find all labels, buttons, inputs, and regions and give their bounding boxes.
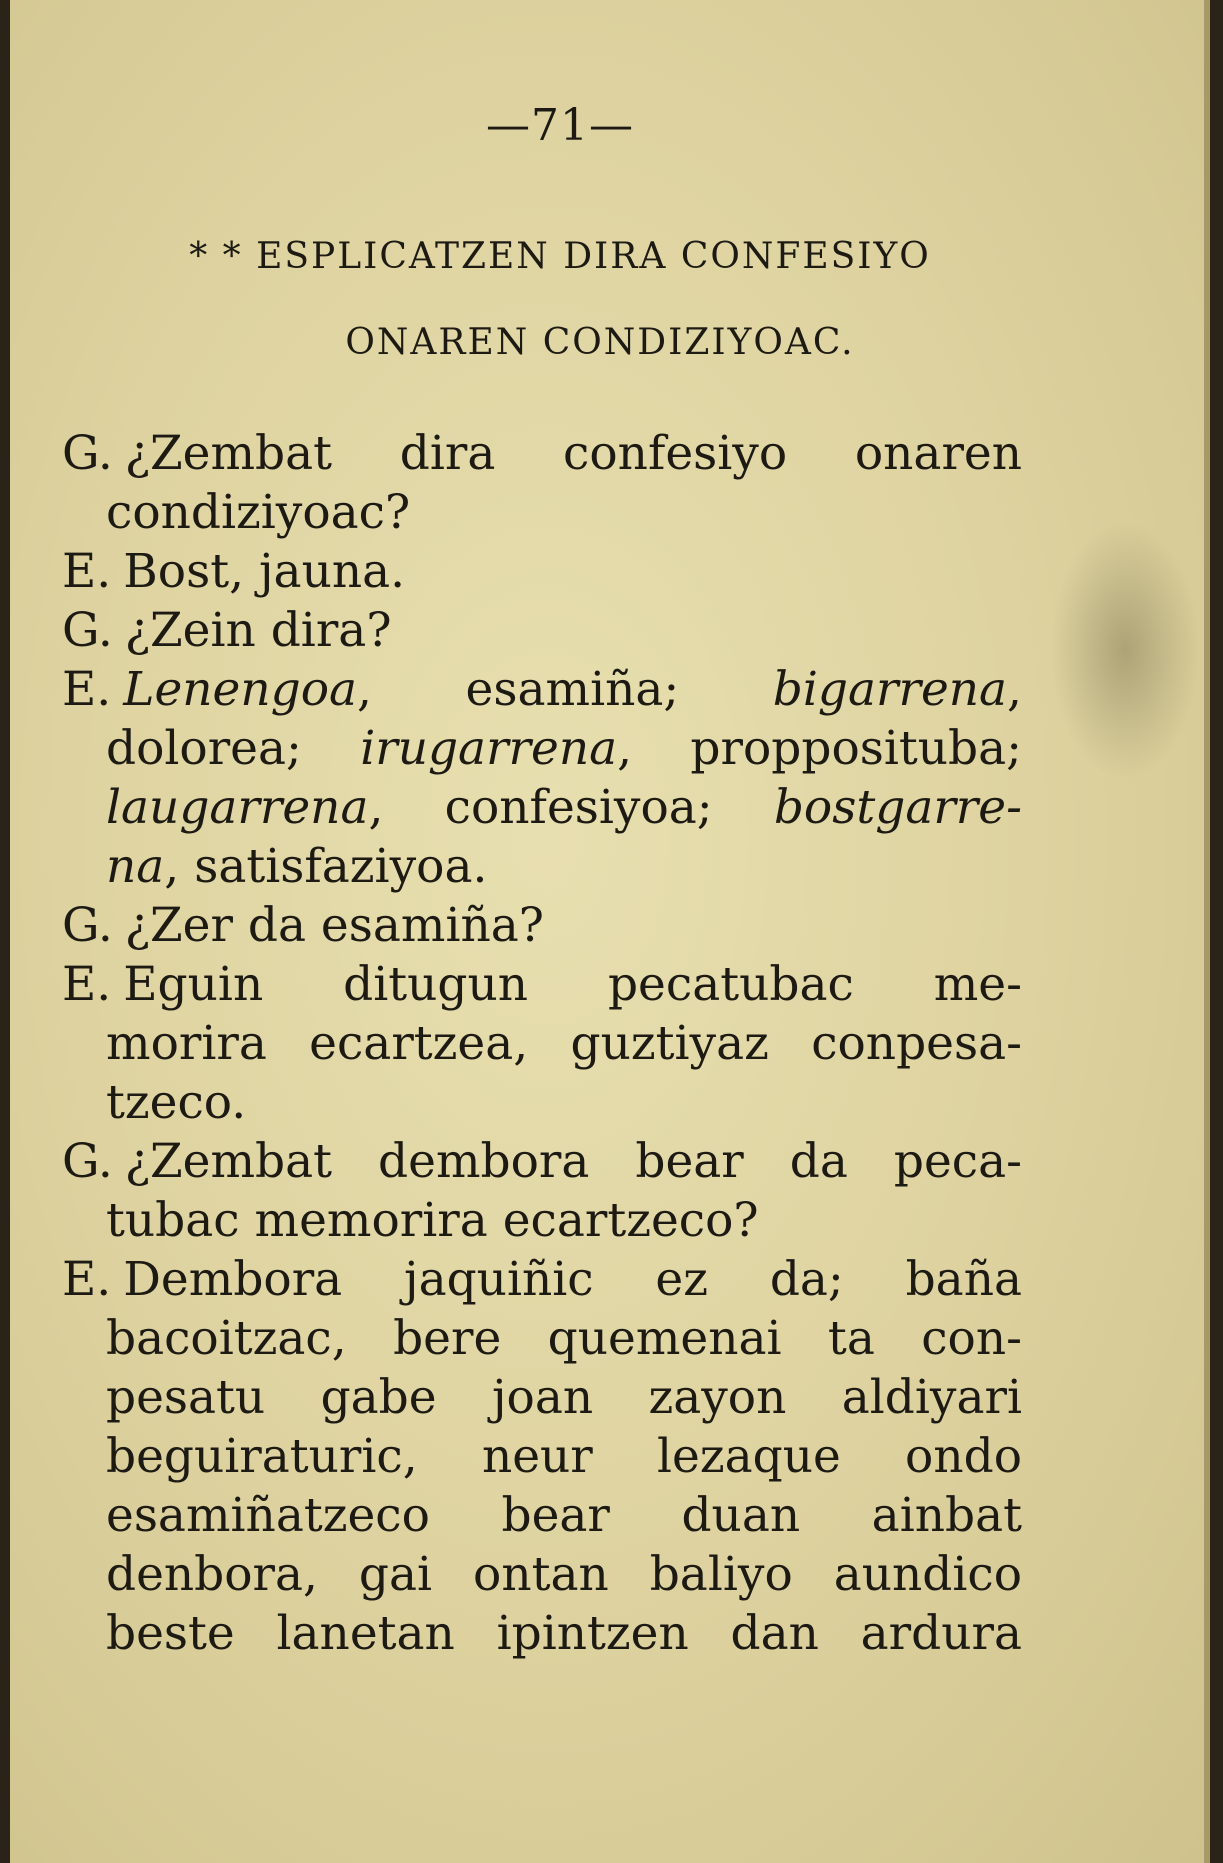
text-line: E. Bost, jauna. (62, 544, 406, 599)
page-number: —71— (486, 100, 634, 151)
text-line: na, satisfaziyoa. (106, 839, 488, 894)
speaker-label: E. (62, 544, 112, 599)
speaker-label: G. (62, 426, 113, 481)
speaker-label: G. (62, 603, 113, 658)
text-line: morira ecartzea, guztiyaz conpesa- (106, 1016, 1022, 1071)
body-text (62, 424, 1022, 1663)
text-line: G. ¿Zembat dira confesiyo onaren (62, 426, 1022, 481)
text-line: denbora, gai ontan baliyo aundico (106, 1547, 1022, 1602)
section-heading-line-1: * * ESPLICATZEN DIRA CONFESIYO (189, 236, 931, 277)
text-line: esamiñatzeco bear duan ainbat (106, 1488, 1022, 1543)
page-stain (1050, 520, 1200, 780)
speaker-label: E. (62, 662, 112, 717)
speaker-label: G. (62, 1134, 113, 1189)
text-line: beguiraturic, neur lezaque ondo (106, 1429, 1022, 1484)
text-line: E. Lenengoa, esamiña; bigarrena, (62, 662, 1022, 717)
speaker-label: E. (62, 1252, 112, 1307)
section-heading-line-2: ONAREN CONDIZIYOAC. (345, 322, 855, 363)
text-line: E. Eguin ditugun pecatubac me- (62, 957, 1022, 1012)
text-line: condiziyoac? (106, 485, 411, 540)
text-line: laugarrena, confesiyoa; bostgarre- (106, 780, 1022, 835)
text-line: G. ¿Zembat dembora bear da peca- (62, 1134, 1022, 1189)
text-line: G. ¿Zer da esamiña? (62, 898, 544, 953)
text-line: dolorea; irugarrena, propposituba; (106, 721, 1022, 776)
text-line: pesatu gabe joan zayon aldiyari (106, 1370, 1022, 1425)
text-line: tubac memorira ecartzeco? (106, 1193, 759, 1248)
text-line: bacoitzac, bere quemenai ta con- (106, 1311, 1022, 1366)
speaker-label: G. (62, 898, 113, 953)
book-page (10, 0, 1210, 1863)
text-line: G. ¿Zein dira? (62, 603, 392, 658)
text-line: beste lanetan ipintzen dan ardura (106, 1606, 1022, 1661)
text-line: tzeco. (106, 1075, 247, 1130)
text-line: E. Dembora jaquiñic ez da; baña (62, 1252, 1022, 1307)
speaker-label: E. (62, 957, 112, 1012)
